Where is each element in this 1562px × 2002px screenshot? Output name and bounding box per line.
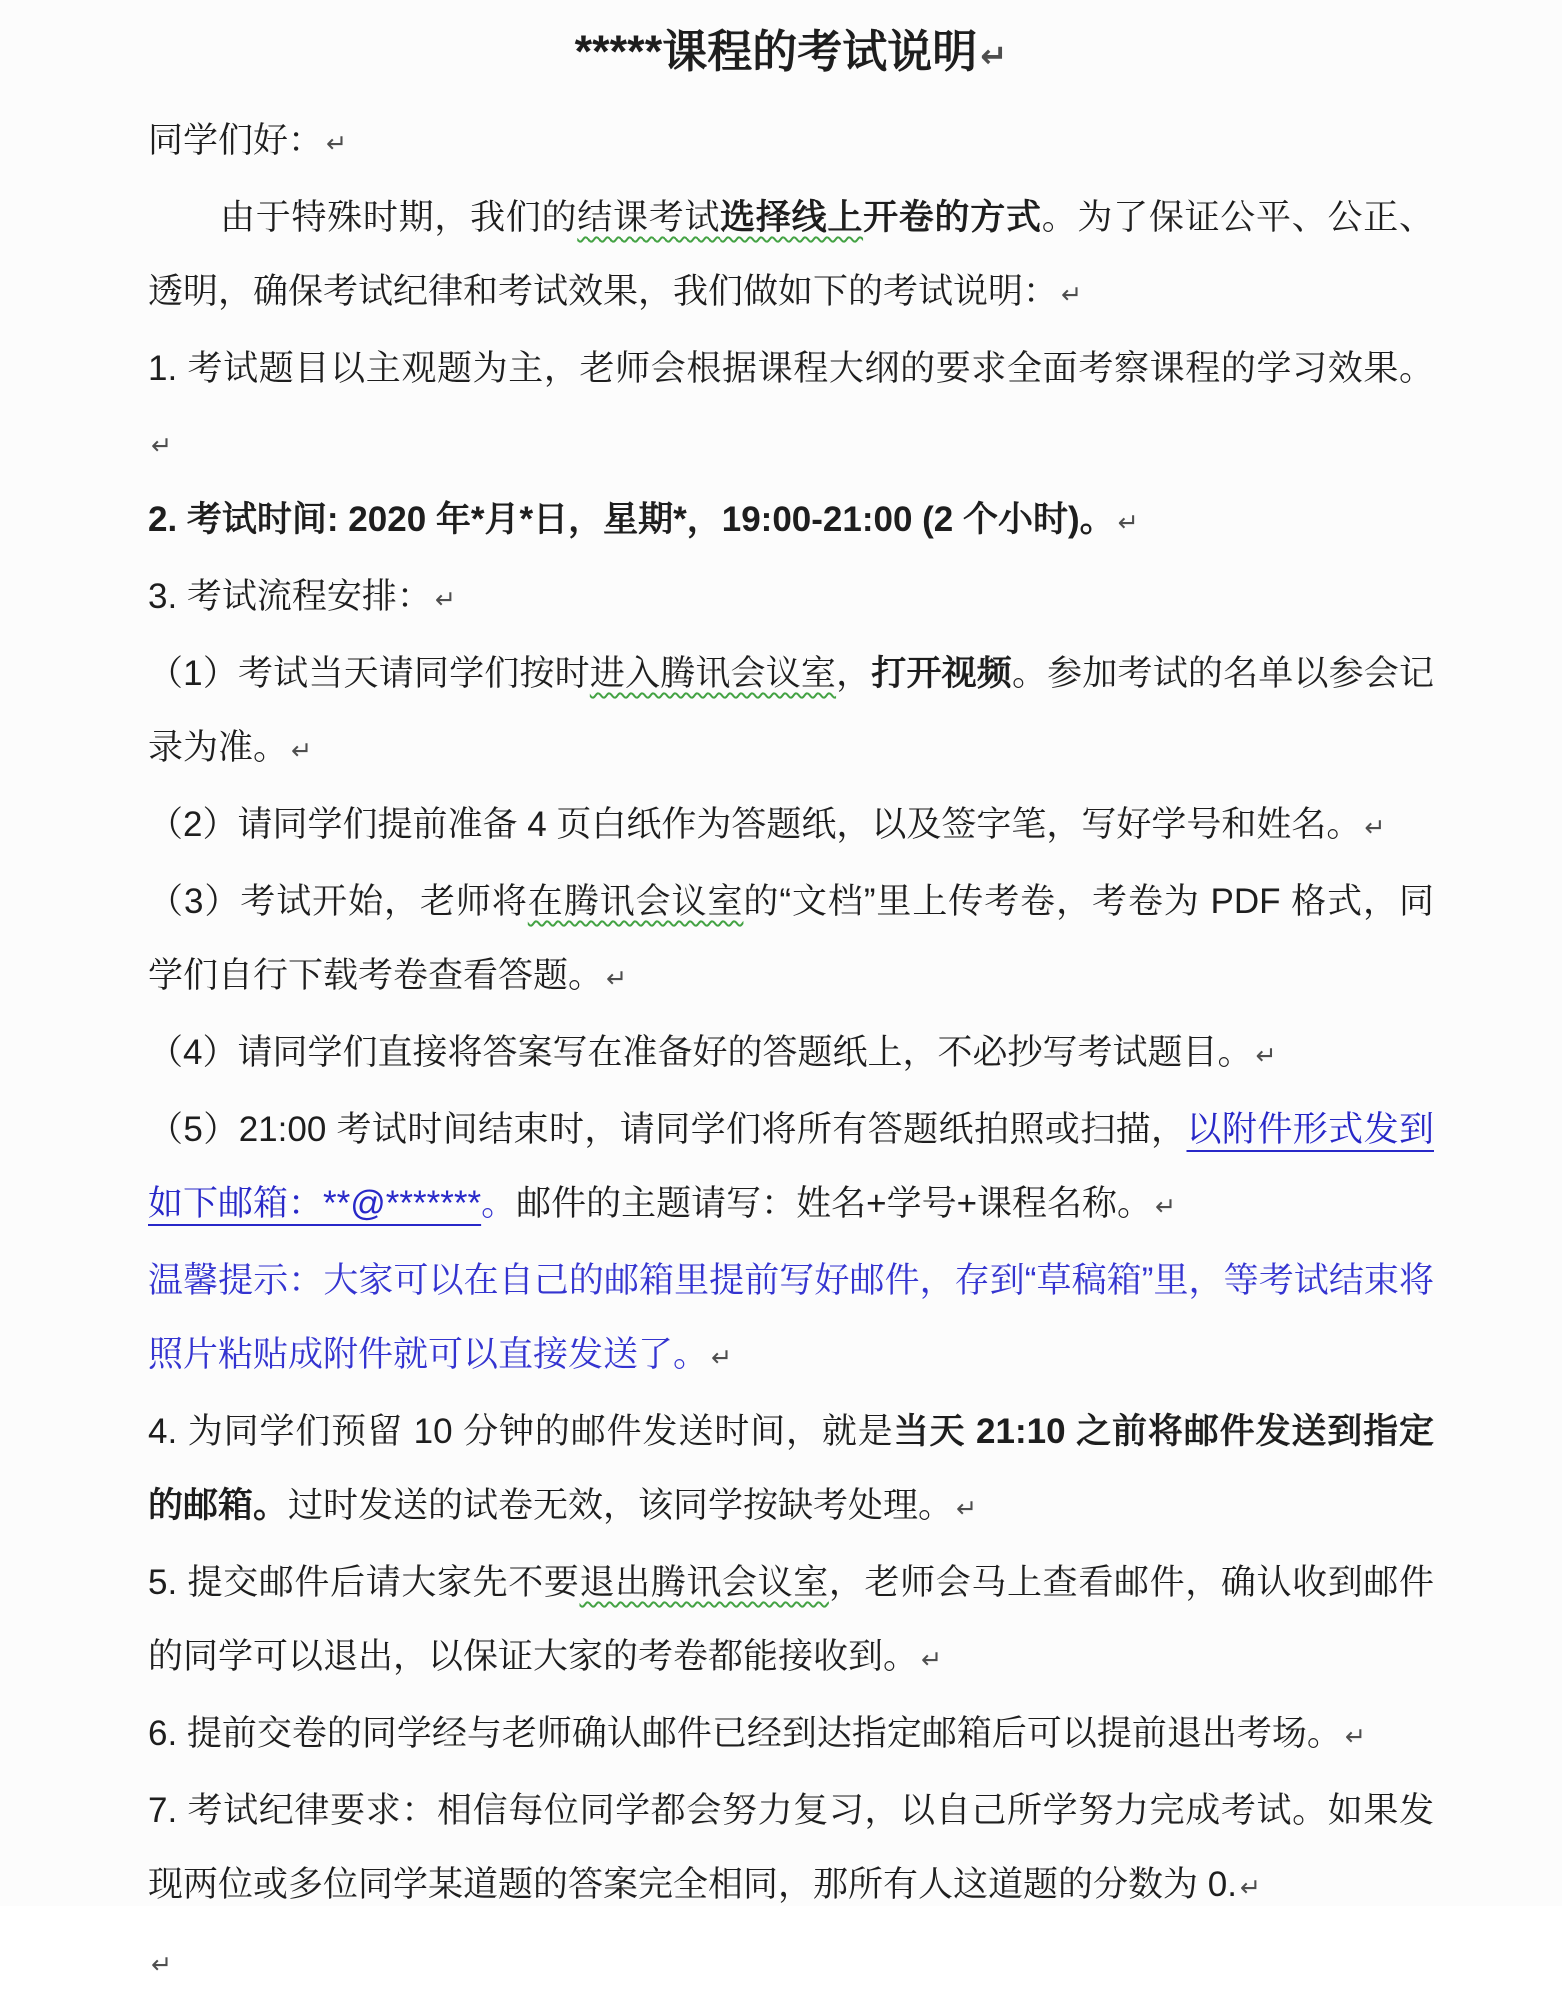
paragraph-mark-icon: ↵	[711, 1343, 733, 1372]
text-run: 过时发送的试卷无效，该同学按缺考处理。	[288, 1486, 954, 1525]
text-run: 由于特殊时期，我们的	[220, 198, 578, 237]
paragraph	[148, 1244, 1434, 1395]
paragraph-mark-icon: ↵	[1344, 1722, 1367, 1751]
paragraph	[148, 1016, 1434, 1093]
text-run: 。为了保证公平、公正、透明，确保考试纪律和考试效果，我们做如下的考试说明：	[148, 198, 1434, 311]
paragraph-mark-icon: ↵	[151, 1950, 173, 1979]
paragraph	[148, 104, 1434, 181]
paragraph	[148, 181, 1434, 332]
text-run: *****课程的考试说明	[574, 26, 978, 77]
text-run: （5）21:00 考试时间结束时，请同学们将所有答题纸拍照或扫描，	[148, 1110, 1187, 1149]
text-run: （2）请同学们提前准备 4 页白纸作为答题纸，以及签字笔，写好学号和姓名。	[148, 805, 1362, 844]
paragraph-mark-icon: ↵	[151, 431, 173, 460]
paragraph	[148, 483, 1434, 560]
paragraph	[148, 1774, 1434, 1925]
text-run: 的“文档”里上传考卷，考卷为 PDF 格式，同学们自行下载考卷查看答题。	[148, 882, 1434, 995]
paragraph-mark-icon: ↵	[980, 37, 1008, 75]
paragraph-mark-icon: ↵	[1061, 280, 1083, 309]
text-run: 1. 考试题目以主观题为主，老师会根据课程大纲的要求全面考察课程的学习效果。	[148, 349, 1434, 388]
text-run: 6. 提前交卷的同学经与老师确认邮件已经到达指定邮箱后可以提前退出考场。	[148, 1714, 1342, 1753]
paragraph	[148, 637, 1434, 788]
text-run: 进入腾讯会议室	[589, 654, 837, 693]
text-run: 开卷的方式	[863, 198, 1042, 237]
text-run: 选择线上	[720, 198, 864, 237]
paragraph-mark-icon: ↵	[1364, 813, 1386, 842]
paragraph	[148, 1093, 1434, 1244]
paragraph-mark-icon: ↵	[921, 1645, 943, 1674]
paragraph-mark-icon: ↵	[1239, 1873, 1262, 1902]
text-run: 温馨提示：大家可以在自己的邮箱里提前写好邮件，存到“草稿箱”里，等考试结束将照片粘贴成附件就可以直接发送了。	[148, 1261, 1434, 1374]
page-title	[148, 4, 1434, 104]
text-run: 3. 考试流程安排：	[148, 577, 432, 616]
email-link[interactable]: 以附件形式发到如下邮箱：**@*******	[148, 1110, 1434, 1223]
paragraph	[148, 865, 1434, 1016]
text-run: 同学们好：	[148, 121, 324, 160]
text-run: ，	[836, 654, 872, 693]
paragraph	[148, 1546, 1434, 1697]
text-run: 7. 考试纪律要求：相信每位同学都会努力复习，以自己所学努力完成考试。如果发现两位或多位同学某道题的答案完全相同，那所有人这道题的分数为 0.	[148, 1791, 1434, 1904]
paragraph	[148, 788, 1434, 865]
text-run: 退出腾讯会议室	[579, 1563, 829, 1602]
text-run: 打开视频	[871, 654, 1012, 693]
paragraph	[148, 560, 1434, 637]
paragraph-mark-icon: ↵	[1255, 1041, 1277, 1070]
text-run: 当天 21:10 之前将邮件发送到指定的邮箱。	[148, 1412, 1435, 1525]
text-run: （4）请同学们直接将答案写在准备好的答题纸上，不必抄写考试题目。	[148, 1033, 1253, 1072]
paragraph-mark-icon: ↵	[606, 964, 628, 993]
text-run: 5. 提交邮件后请大家先不要	[148, 1563, 580, 1602]
paragraph	[148, 332, 1434, 483]
paragraph-mark-icon: ↵	[434, 585, 457, 614]
text-run: （3）考试开始，老师将	[148, 882, 528, 921]
paragraph-mark-icon: ↵	[291, 736, 313, 765]
text-run: 结课考试	[577, 198, 721, 237]
text-run: 。	[481, 1184, 517, 1223]
paragraph	[148, 1395, 1434, 1546]
text-run: 4. 为同学们预留 10 分钟的邮件发送时间，就是	[148, 1412, 894, 1451]
text-run: 在腾讯会议室	[527, 882, 744, 921]
paragraph	[148, 1697, 1434, 1774]
paragraph	[148, 1925, 1434, 2002]
paragraph-mark-icon: ↵	[1155, 1192, 1177, 1221]
document-content	[148, 4, 1434, 2002]
text-run: 2. 考试时间: 2020 年*月*日，星期*，19:00-21:00 (2 个小时)。	[148, 500, 1115, 539]
paragraph-mark-icon: ↵	[1117, 508, 1139, 537]
text-run: ，老师会马上查看邮件，确认收到邮件的同学可以退出，以保证大家的考卷都能接收到。	[148, 1563, 1434, 1676]
paragraph-mark-icon: ↵	[326, 129, 348, 158]
text-run: 邮件的主题请写：姓名+学号+课程名称。	[516, 1184, 1153, 1223]
text-run: （1）考试当天请同学们按时	[148, 654, 590, 693]
paragraph-mark-icon: ↵	[956, 1494, 978, 1523]
text-run: 。参加考试的名单以参会记录为准。	[148, 654, 1434, 767]
